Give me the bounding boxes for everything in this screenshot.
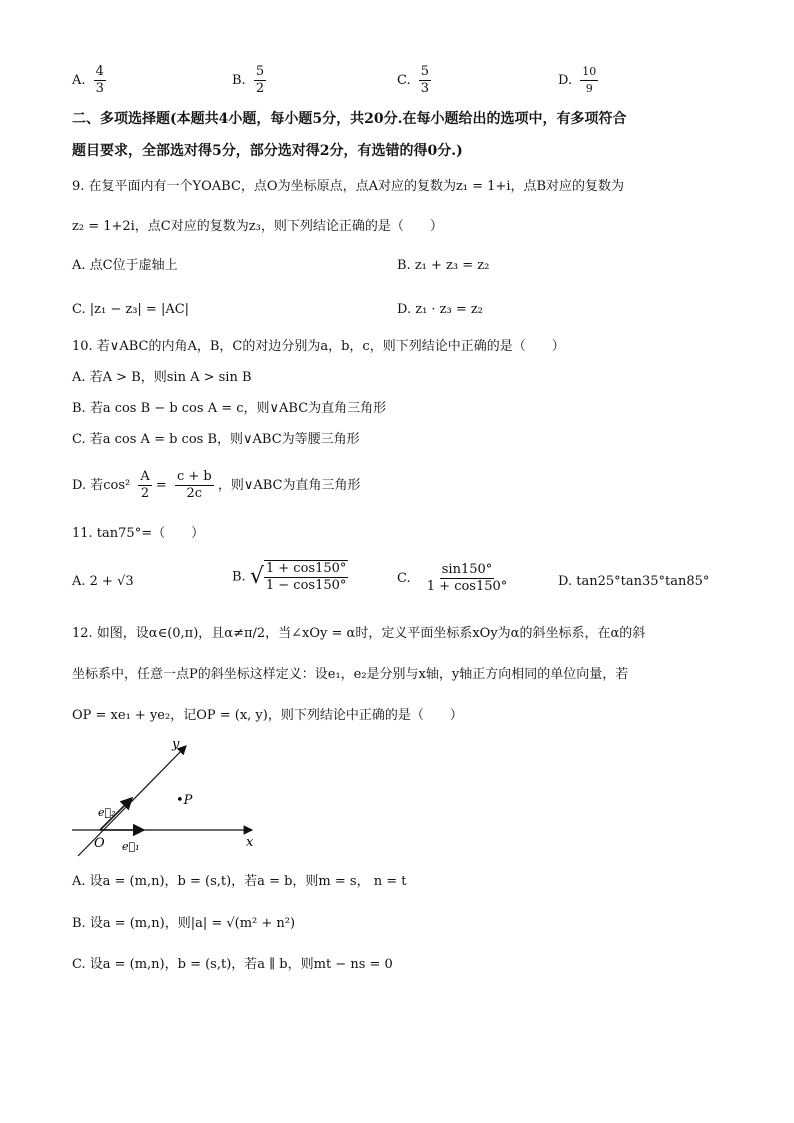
oblique-coordinate-figure	[66, 732, 266, 862]
q8-option-b	[232, 64, 266, 97]
option-label: B.	[232, 569, 246, 585]
q9-option-c: C. |z₁ − z₃| = |AC|	[72, 302, 190, 317]
q12-option-b: B. 设a = (m,n)，则|a| = √(m² + n²)	[72, 916, 296, 931]
q12-stem-line3: OP = xe₁ + ye₂，记OP = (x, y)，则下列结论中正确的是（ ）	[72, 708, 463, 723]
denominator: 1 + cos150°	[426, 579, 508, 594]
fraction	[419, 64, 431, 97]
fraction	[138, 469, 151, 502]
numerator: sin150°	[441, 562, 493, 577]
x-axis-label: x	[246, 835, 254, 850]
q12-option-c: C. 设a = (m,n)，b = (s,t)，若a ∥ b，则mt − ns = 0	[72, 957, 393, 972]
denominator: 2c	[186, 486, 203, 501]
q9-stem-line2: z₂ = 1+2i，点C对应的复数为z₃，则下列结论正确的是（ ）	[72, 219, 443, 234]
numerator: A	[140, 469, 150, 484]
q10-option-a: A. 若A > B，则sin A > sin B	[72, 370, 252, 385]
denominator: 9	[585, 82, 593, 95]
option-label: D.	[558, 73, 573, 88]
numerator: 1 + cos150°	[265, 561, 347, 576]
section-heading-line1: 二、多项选择题(本题共4小题，每小题5分，共20分.在每小题给出的选项中，有多项符合	[72, 111, 627, 127]
q9-option-b: B. z₁ + z₃ = z₂	[397, 258, 490, 273]
denominator: 3	[420, 81, 430, 96]
numerator: 10	[580, 64, 598, 81]
fraction	[425, 562, 510, 595]
q11-option-b	[232, 560, 348, 594]
fraction	[580, 64, 598, 97]
q8-option-c	[397, 64, 431, 97]
fraction	[175, 469, 214, 502]
fraction	[94, 64, 106, 97]
e1-label: e⃗₁	[122, 840, 140, 853]
q10-option-b: B. 若a cos B − b cos A = c，则∨ABC为直角三角形	[72, 401, 387, 416]
q10-stem: 10. 若∨ABC的内角A，B，C的对边分别为a，b，c，则下列结论中正确的是（ ）	[72, 339, 565, 354]
q12-stem-line1: 12. 如图，设α∈(0,π)，且α≠π/2，当∠xOy = α时，定义平面坐标系xOy为α的斜坐标系，在α的斜	[72, 626, 646, 641]
q9-stem-line1: 9. 在复平面内有一个ΥOABC，点O为坐标原点，点A对应的复数为z₁ = 1+i，点B对应的复数为	[72, 179, 625, 194]
q11-option-c	[397, 562, 509, 595]
y-axis-label: y	[172, 737, 180, 752]
option-label: C.	[397, 73, 411, 88]
q12-option-a: A. 设a = (m,n)，b = (s,t)，若a = b，则m = s， n = t	[72, 874, 407, 889]
q11-option-a: A. 2 + √3	[72, 574, 134, 589]
q8-option-a	[72, 64, 106, 97]
section-heading-line2: 题目要求，全部选对得5分，部分选对得2分，有选错的得0分.)	[72, 143, 463, 159]
numerator: 5	[255, 64, 265, 79]
q9-option-d: D. z₁ · z₃ = z₂	[397, 302, 483, 317]
denominator: 2	[255, 81, 265, 96]
option-text: D. 若cos²	[72, 478, 131, 493]
q12-stem-line2: 坐标系中，任意一点P的斜坐标这样定义：设e₁，e₂是分别与x轴，y轴正方向相同的单位向量，若	[72, 667, 629, 682]
q10-option-c: C. 若a cos A = b cos B，则∨ABC为等腰三角形	[72, 432, 360, 447]
numerator: 5	[420, 64, 430, 79]
origin-label: O	[94, 836, 105, 851]
q11-stem: 11. tan75°=（ ）	[72, 526, 205, 541]
q10-option-d	[72, 469, 361, 502]
equals-sign: =	[155, 478, 167, 493]
option-label: C.	[397, 571, 411, 586]
option-text: ，则∨ABC为直角三角形	[217, 478, 361, 493]
option-label: B.	[232, 73, 246, 88]
denominator: 2	[140, 486, 150, 501]
q8-option-d	[558, 64, 598, 97]
point-p-label: •P	[176, 793, 193, 808]
q9-option-a: A. 点C位于虚轴上	[72, 258, 178, 273]
e2-label: e⃗₂	[98, 806, 116, 819]
denominator: 3	[95, 81, 104, 96]
sqrt-sign: √	[249, 564, 264, 589]
numerator: 4	[95, 64, 104, 79]
denominator: 1 − cos150°	[265, 578, 347, 593]
numerator: c + b	[176, 469, 212, 484]
option-label: A.	[72, 73, 86, 88]
fraction	[264, 560, 349, 594]
q11-option-d: D. tan25°tan35°tan85°	[558, 574, 710, 589]
fraction	[254, 64, 266, 97]
